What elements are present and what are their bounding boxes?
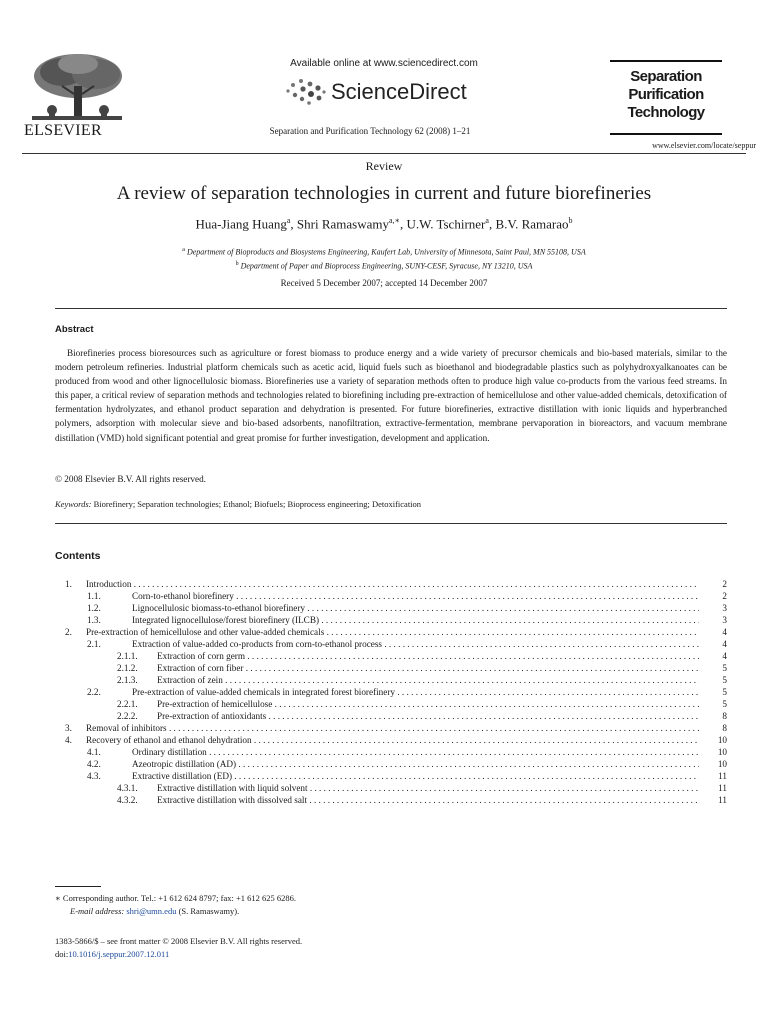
toc-entry-title[interactable]: Pre-extraction of value-added chemicals in integrated forest biorefinery . . . — [132, 686, 699, 698]
doi-label: doi: — [55, 949, 69, 959]
toc-entry-title[interactable]: Extraction of corn fiber . . . — [157, 662, 699, 674]
toc-entry-number: 4.3.1. — [117, 783, 138, 793]
toc-entry-number: 1.3. — [87, 615, 101, 625]
author-affil-mark[interactable]: a — [485, 216, 489, 225]
toc-entry-page: 11 — [718, 795, 727, 805]
abstract-divider — [55, 308, 727, 309]
sciencedirect-dots-icon — [283, 75, 327, 109]
toc-entry[interactable] — [55, 650, 727, 662]
toc-entry-title[interactable]: Pre-extraction of hemicellulose . . . — [157, 698, 699, 710]
toc-entry-page: 3 — [722, 603, 727, 613]
received-dates: Received 5 December 2007; accepted 14 December 2007 — [280, 278, 488, 288]
toc-entry-title[interactable]: Lignocellulosic biomass-to-ethanol biorefinery . . . — [132, 602, 699, 614]
header-divider — [22, 153, 746, 154]
author-name[interactable]: U.W. Tschirner — [406, 216, 486, 232]
toc-entry-title[interactable]: Extractive distillation with dissolved salt . . . — [157, 794, 699, 806]
journal-rule-top — [610, 60, 722, 62]
journal-title-line-3: Technology — [627, 104, 705, 121]
toc-entry-page: 4 — [722, 651, 727, 661]
toc-entry-page: 8 — [722, 723, 727, 733]
toc-entry-number: 1.1. — [87, 591, 101, 601]
abstract-text: Biorefineries process bioresources such as agriculture or forest biomass to produce energy and a wide variety of precursor chemicals and bio-based materials, similar to the modern petroleum refineries. Industrial platform chemicals such as acetic acid, liquid fuels such as bioethanol and biodegradable plastics such as polyhydroxyalkanoates can be produced from wood and other lignocellulosic biomass. Biorefineries use a variety of separation methods often to produce high value co-products from the various feed streams. In this paper, a critical review of separation methods and technologies related to biorefining including pre-extraction of hemicellulose and other value-added chemicals, detoxification of fermentation hydrolyzates, and ethanol product separation and dehydration is presented. For future biorefineries, extractive distillation with ionic liquids and hyperbranched polymers, adsorption with molecular sieve and bio-based adsorbents, nanofiltration, extractive-fermentation, membrane pervaporation in bioreactors, and vacuum membrane distillation (VMD) hold significant potential and great promise for further investigation, development and application. — [55, 348, 727, 443]
toc-entry-page: 5 — [722, 699, 727, 709]
toc-entry-number: 2. — [65, 627, 72, 637]
abstract-heading: Abstract — [55, 324, 94, 335]
toc-entry[interactable] — [55, 794, 727, 806]
toc-entry-title[interactable]: Introduction . . . — [86, 578, 699, 590]
toc-entry-page: 5 — [722, 687, 727, 697]
toc-entry-number: 2.1. — [87, 639, 101, 649]
affiliation-text: Department of Bioproducts and Biosystems Engineering, Kaufert Lab, University of Minnesota, Saint Paul, MN 55108, USA — [186, 247, 586, 257]
email-note — [70, 906, 239, 916]
toc-entry-number: 2.2.1. — [117, 699, 138, 709]
affiliation-mark: a — [182, 247, 185, 253]
toc-entry-number: 2.1.1. — [117, 651, 138, 661]
toc-entry-title[interactable]: Extraction of corn germ . . . — [157, 650, 699, 662]
journal-url[interactable]: www.elsevier.com/locate/seppur — [652, 141, 756, 150]
toc-entry-page: 8 — [722, 711, 727, 721]
email-label: E-mail address: — [70, 906, 125, 916]
toc-entry-number: 2.1.2. — [117, 663, 138, 673]
toc-entry-number: 3. — [65, 723, 72, 733]
journal-rule-bottom — [610, 133, 722, 135]
toc-entry[interactable] — [55, 578, 727, 590]
author-name[interactable]: Shri Ramaswamy — [296, 216, 389, 232]
toc-entry[interactable] — [55, 686, 727, 698]
corresponding-author-note: ∗ Corresponding author. Tel.: +1 612 624 8797; fax: +1 612 625 6286. — [55, 893, 297, 903]
doi-line — [55, 949, 169, 959]
affiliation-text: Department of Paper and Bioprocess Engineering, SUNY-CESF, Syracuse, NY 13210, USA — [240, 261, 533, 271]
toc-entry-title[interactable]: Ordinary distillation . . . — [132, 746, 699, 758]
toc-entry[interactable] — [55, 698, 727, 710]
toc-entry-page: 4 — [722, 639, 727, 649]
keywords — [55, 499, 421, 509]
footnote-rule — [55, 886, 101, 887]
toc-entry-title[interactable]: Integrated lignocellulose/forest biorefinery (ILCB) . . . — [132, 614, 699, 626]
toc-entry-number: 4. — [65, 735, 72, 745]
toc-entry-title[interactable]: Recovery of ethanol and ethanol dehydration . . . — [86, 734, 699, 746]
toc-entry-number: 4.2. — [87, 759, 101, 769]
toc-entry[interactable] — [55, 758, 727, 770]
toc-entry-page: 5 — [722, 663, 727, 673]
toc-entry-number: 4.3.2. — [117, 795, 138, 805]
toc-entry-title[interactable]: Extractive distillation with liquid solvent . . . — [157, 782, 699, 794]
toc-entry[interactable] — [55, 722, 727, 734]
toc-entry[interactable] — [55, 590, 727, 602]
toc-entry-page: 2 — [722, 579, 727, 589]
article-type: Review — [365, 159, 403, 173]
paper-title: A review of separation technologies in current and future biorefineries — [116, 183, 652, 204]
toc-entry-page: 2 — [722, 591, 727, 601]
toc-entry-title[interactable]: Pre-extraction of antioxidants . . . — [157, 710, 699, 722]
toc-entry-number: 4.1. — [87, 747, 101, 757]
sciencedirect-wordmark: ScienceDirect — [331, 79, 467, 104]
toc-entry-number: 1.2. — [87, 603, 101, 613]
keywords-label: Keywords: — [55, 499, 92, 509]
toc-entry-number: 2.2.2. — [117, 711, 138, 721]
email-suffix: (S. Ramaswamy). — [178, 906, 240, 916]
affiliation — [0, 261, 768, 271]
toc-entry-page: 10 — [717, 759, 727, 769]
journal-title-line-2: Purification — [628, 86, 704, 103]
toc-entry-page: 11 — [718, 771, 727, 781]
toc-entry[interactable] — [55, 746, 727, 758]
toc-entry[interactable] — [55, 638, 727, 650]
toc-entry-title[interactable]: Corn-to-ethanol biorefinery . . . — [132, 590, 699, 602]
sciencedirect-logo[interactable] — [283, 74, 467, 110]
toc-entry[interactable] — [55, 734, 727, 746]
toc-entry[interactable] — [55, 626, 727, 638]
toc-entry-number: 2.2. — [87, 687, 101, 697]
email-link[interactable]: shri@umn.edu — [126, 906, 177, 916]
toc-entry-page: 4 — [722, 627, 727, 637]
toc-entry[interactable] — [55, 782, 727, 794]
author-name[interactable]: B.V. Ramarao — [495, 216, 569, 232]
contents-heading: Contents — [55, 550, 101, 562]
toc-entry-title[interactable]: Extraction of value-added co-products from corn-to-ethanol process . . . — [132, 638, 699, 650]
toc-entry[interactable] — [55, 662, 727, 674]
author-affil-mark[interactable]: a — [286, 216, 291, 225]
doi-link[interactable]: 10.1016/j.seppur.2007.12.011 — [68, 949, 170, 959]
toc-entry-title[interactable]: Azeotropic distillation (AD) . . . — [132, 758, 699, 770]
available-online[interactable]: Available online at www.sciencedirect.com — [290, 58, 478, 69]
toc-entry-page: 11 — [718, 783, 727, 793]
toc-entry-number: 4.3. — [87, 771, 101, 781]
abstract-copyright: © 2008 Elsevier B.V. All rights reserved. — [55, 474, 206, 484]
toc-entry-title[interactable]: Extractive distillation (ED) . . . — [132, 770, 699, 782]
toc-entry-title[interactable]: Pre-extraction of hemicellulose and other value-added chemicals . . . — [86, 626, 699, 638]
issn-line: 1383-5866/$ – see front matter © 2008 Elsevier B.V. All rights reserved. — [55, 936, 303, 946]
toc-entry-title[interactable]: Removal of inhibitors . . . — [86, 722, 699, 734]
toc-entry-page: 5 — [722, 675, 727, 685]
keywords-divider — [55, 523, 727, 524]
toc-entry[interactable] — [55, 602, 727, 614]
journal-title-line-1: Separation — [630, 68, 702, 85]
author-affil-mark[interactable]: a,∗ — [388, 216, 400, 225]
journal-citation: Separation and Purification Technology 62 (2008) 1–21 — [269, 126, 471, 136]
author-affil-mark[interactable]: b — [568, 216, 573, 225]
toc-entry-page: 3 — [722, 615, 727, 625]
toc-entry-number: 2.1.3. — [117, 675, 138, 685]
toc-entry[interactable] — [55, 674, 727, 686]
publisher-name: ELSEVIER — [24, 122, 102, 139]
keywords-list: Biorefinery; Separation technologies; Ethanol; Biofuels; Bioprocess engineering; Detoxification — [93, 499, 422, 509]
toc-entry[interactable] — [55, 770, 727, 782]
toc-entry-page: 10 — [717, 735, 727, 745]
author-name[interactable]: Hua-Jiang Huang — [195, 216, 287, 232]
author-list: Hua-Jiang Huang$^a$, Shri Ramaswamy$^{a,∗}$, U.W. Tschirner$^a$, B.V. Ramarao$^b$ — [195, 216, 573, 232]
journal-title-block — [616, 68, 716, 122]
toc-entry-page: 10 — [717, 747, 727, 757]
affiliation-mark: b — [235, 261, 239, 267]
affiliation — [0, 247, 768, 257]
toc-entry-number: 1. — [65, 579, 72, 589]
toc-entry[interactable] — [55, 710, 727, 722]
toc-entry[interactable] — [55, 614, 727, 626]
toc-entry-title[interactable]: Extraction of zein . . . — [157, 674, 699, 686]
